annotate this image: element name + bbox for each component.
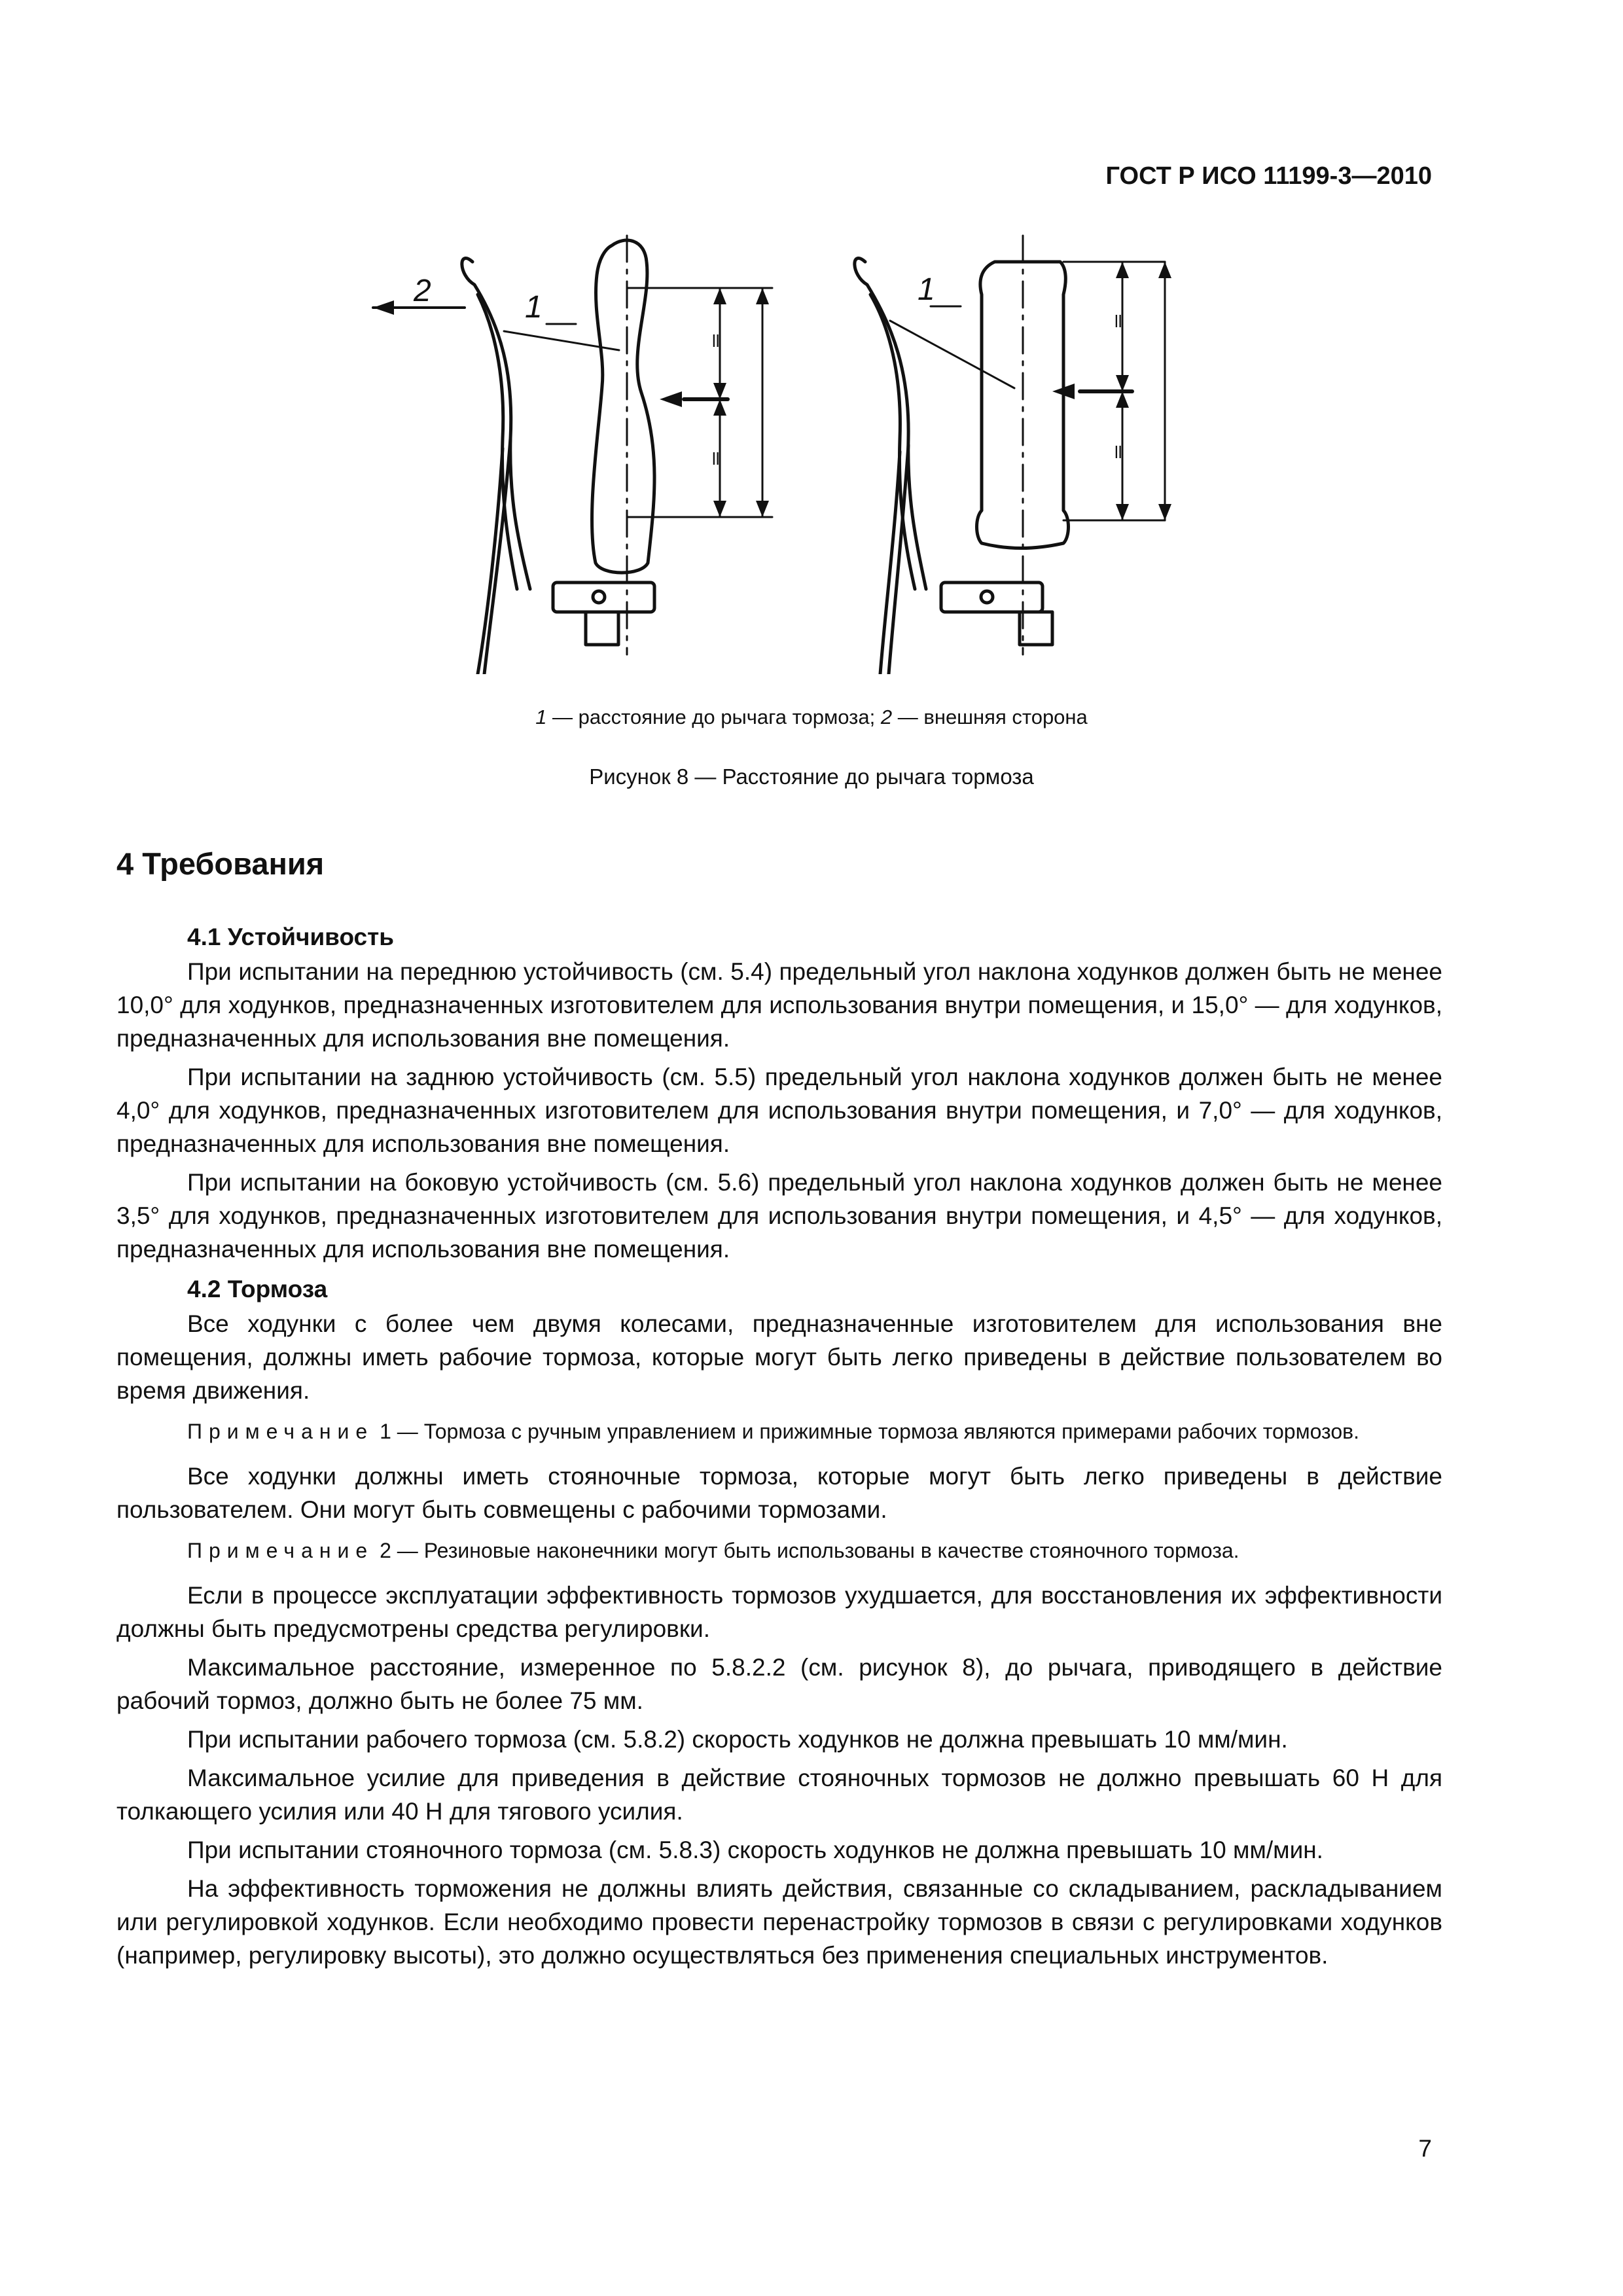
paragraph: При испытании на переднюю устойчивость (см. 5.4) предельный угол наклона ходунков должен быть не менее 10,0° для ходунков, предназначенных изготовителем для использования внутри помещения, и 15,0° — для ходунков, предназначенных для использования вне помещения. <box>116 958 1442 1052</box>
svg-text:ll: ll <box>712 449 720 469</box>
paragraph: При испытании стояночного тормоза (см. 5.8.3) скорость ходунков не должна превышать 10 мм/мин. <box>187 1837 1323 1863</box>
note-label: Примечание <box>187 1420 374 1443</box>
subsection-4-2-title: 4.2 Тормоза <box>187 1276 328 1302</box>
left-handle-grip <box>592 240 654 573</box>
paragraph: При испытании на заднюю устойчивость (см. 5.5) предельный угол наклона ходунков должен быть не менее 4,0° для ходунков, предназначенных изготовителем для использования внутри помещения, и 7,0° — для ходунков, предназначенных для использования вне помещения. <box>116 1064 1442 1157</box>
brake-lever-figure <box>353 223 1204 674</box>
right-brake-lever <box>855 259 926 589</box>
figure-label-1-left: 1 <box>525 290 543 325</box>
paragraph: Все ходунки должны иметь стояночные тормоза, которые могут быть легко приведены в действие пользователем. Они могут быть совмещены с рабочими тормозами. <box>116 1463 1442 1523</box>
paragraph: Все ходунки с более чем двумя колесами, предназначенные изготовителем для использования вне помещения, должны иметь рабочие тормоза, которые могут быть легко приведены в действие пользователем во время движения. <box>116 1310 1442 1404</box>
page-number: 7 <box>1418 2135 1432 2162</box>
svg-text:ll: ll <box>1115 312 1122 331</box>
figure-legend <box>0 706 1623 729</box>
svg-text:ll: ll <box>712 331 720 351</box>
note-1 <box>116 1416 1442 1446</box>
paragraph: Максимальное расстояние, измеренное по 5.8.2.2 (см. рисунок 8), до рычага, приводящего в действие рабочий тормоз, должно быть не более 75 мм. <box>116 1654 1442 1714</box>
note-text: 1 — Тормоза с ручным управлением и прижимные тормоза являются примерами рабочих тормозов. <box>374 1420 1360 1443</box>
subsection-4-1-title: 4.1 Устойчивость <box>187 924 394 950</box>
figure-label-2: 2 <box>414 274 431 308</box>
legend-text-1: — расстояние до рычага тормоза; <box>546 706 881 728</box>
section-title: 4 Требования <box>116 846 325 881</box>
document-body <box>116 844 1442 1977</box>
paragraph: При испытании на боковую устойчивость (см. 5.6) предельный угол наклона ходунков должен быть не менее 3,5° для ходунков, предназначенных изготовителем для использования внутри помещения, и 4,5° — для ходунков, предназначенных для использования вне помещения. <box>116 1169 1442 1263</box>
paragraph: На эффективность торможения не должны влиять действия, связанные со складыванием, раскладыванием или регулировкой ходунков. Если необходимо провести перенастройку тормозов в связи с регулировками ходунков (например, регулировку высоты), это должно осуществляться без применения специальных инструментов. <box>116 1875 1442 1969</box>
note-text: 2 — Резиновые наконечники могут быть использованы в качестве стояночного тормоза. <box>374 1539 1240 1562</box>
legend-num-2: 2 <box>880 706 893 728</box>
svg-text:ll: ll <box>1115 442 1122 462</box>
paragraph: При испытании рабочего тормоза (см. 5.8.2) скорость ходунков не должна превышать 10 мм/мин. <box>187 1726 1288 1753</box>
paragraph: Максимальное усилие для приведения в действие стояночных тормозов не должно превышать 60 Н для толкающего усилия или 40 Н для тягового усилия. <box>116 1765 1442 1825</box>
paragraph: Если в процессе эксплуатации эффективность тормозов ухудшается, для восстановления их эффективности должны быть предусмотрены средства регулировки. <box>116 1582 1442 1642</box>
figure-caption: Рисунок 8 — Расстояние до рычага тормоза <box>589 764 1034 789</box>
figure-label-1-right: 1 <box>918 272 935 307</box>
note-2 <box>116 1535 1442 1566</box>
brake-lever-drawing <box>353 223 1204 674</box>
note-label: Примечание <box>187 1539 374 1562</box>
document-header: ГОСТ Р ИСО 11199-3—2010 <box>1105 162 1432 190</box>
legend-num-1: 1 <box>535 706 547 728</box>
legend-text-2: — внешняя сторона <box>892 706 1088 728</box>
